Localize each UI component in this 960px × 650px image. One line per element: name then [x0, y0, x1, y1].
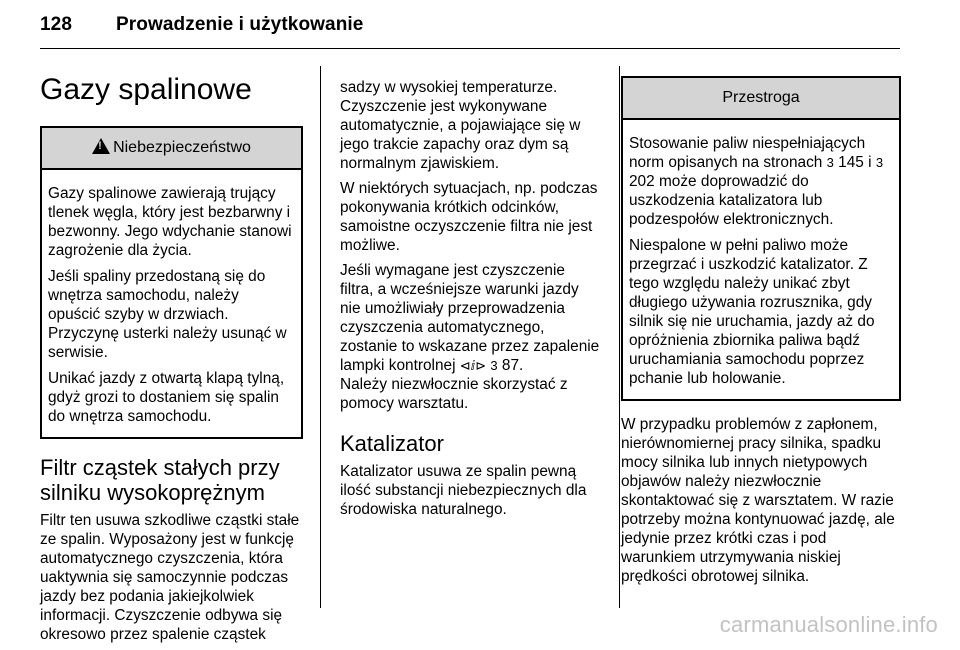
dpf-warning-light-icon: ⊲ⅈ⊳ [459, 358, 487, 373]
danger-box [40, 126, 303, 439]
body-paragraph: Katalizator usuwa ze spalin pewną ilość substancji niebezpiecznych dla środowiska naturalnego. [340, 463, 587, 518]
page-ref[interactable]: 87. [501, 357, 524, 374]
column-divider-1 [320, 66, 321, 608]
page-header [40, 14, 363, 36]
body-paragraph [340, 261, 602, 375]
danger-paragraph: Unikać jazdy z otwartą klapą tylną, gdyż grozi to dostaniem się spalin do wnętrza samochodu. [48, 370, 285, 425]
body-text: Jeśli wymagane jest czyszczenie filtra, a wcześniejsze warunki jazdy nie umożliwiały przeprowadzenia czyszczenia automatycznego, zostanie to wskazane przez zapalenie lampki kontrolnej [340, 262, 600, 374]
caution-box-header: Przestroga [623, 78, 899, 120]
column-1 [40, 66, 303, 650]
section-title: Prowadzenie i użytkowanie [116, 14, 364, 35]
body-paragraph: sadzy w wysokiej temperaturze. Czyszczenie jest wykonywane automatycznie, a pojawiające się w jego trakcie zapachy oraz dym są normalnym zjawiskiem. [340, 79, 581, 172]
header-rule [40, 48, 900, 49]
watermark: carmanualsonline.info [719, 612, 938, 637]
body-paragraph: Filtr ten usuwa szkodliwe cząstki stałe ze spalin. Wyposażony jest w funkcję automatycznego czyszczenia, która uaktywnia się samoczynnie podczas jazdy bez podania jakiejkolwiek informacji. Czyszczenie odbywa się okresowo przez spalenie cząstek [40, 512, 300, 643]
caution-text: i [868, 154, 872, 171]
caution-box [621, 76, 901, 401]
danger-box-body [42, 170, 301, 437]
section-heading-dpf: Filtr cząstek stałych przy silniku wysokoprężnym [40, 455, 280, 505]
body-paragraph: W przypadku problemów z zapłonem, nierównomiernej pracy silnika, spadku mocy silnika lub innych nietypowych objawów należy niezwłocznie skontaktować się z warsztatem. W razie potrzeby można kontynuować jazdę, ale jedynie przez krótki czas i pod warunkiem utrzymywania niskiej prędkości obrotowej silnika. [621, 416, 895, 585]
caution-text: Stosowanie paliw niespełniających norm opisanych na stronach [629, 135, 866, 171]
caution-box-body [623, 120, 899, 399]
column-divider-2 [619, 66, 620, 608]
section-heading-catalyst: Katalizator [340, 431, 444, 456]
page-ref[interactable]: 202 [629, 173, 655, 190]
page-ref-arrow-icon: 3 [826, 155, 834, 170]
caution-paragraph: Niespalone w pełni paliwo może przegrzać i uszkodzić katalizator. Z tego względu należy unikać zbyt długiego używania rozrusznika, gdy silnik się nie uruchamia, jazdy aż do opróżnienia zbiornika paliwa bądź uruchamiania samochodu poprzez pchanie lub holowanie. [629, 237, 875, 387]
warning-triangle-icon [92, 138, 110, 154]
danger-paragraph: Gazy spalinowe zawierają trujący tlenek węgla, który jest bezbarwny i bezwonny. Jego wdychanie stanowi zagrożenie dla życia. [48, 185, 292, 259]
body-paragraph: Należy niezwłocznie skorzystać z pomocy warsztatu. [340, 376, 568, 412]
page-number: 128 [40, 14, 73, 35]
page-ref[interactable]: 145 [838, 154, 864, 171]
danger-paragraph: Jeśli spaliny przedostaną się do wnętrza samochodu, należy opuścić szyby w drzwiach. Przyczynę usterki należy usunąć w serwisie. [48, 268, 287, 361]
page-ref-arrow-icon: 3 [490, 358, 498, 373]
column-3 [621, 76, 901, 592]
danger-box-header [42, 128, 301, 170]
page-title: Gazy spalinowe [40, 73, 252, 106]
caution-paragraph [629, 134, 893, 229]
body-paragraph: W niektórych sytuacjach, np. podczas pokonywania krótkich odcinków, samoistne oczyszczenie filtra nie jest możliwe. [340, 180, 598, 254]
column-2 [340, 78, 602, 525]
page-ref-arrow-icon: 3 [875, 155, 884, 170]
danger-box-heading: Niebezpieczeństwo [113, 139, 251, 156]
caution-text: może doprowadzić do uszkodzenia katalizatora lub podzespołów elektronicznych. [629, 173, 834, 228]
